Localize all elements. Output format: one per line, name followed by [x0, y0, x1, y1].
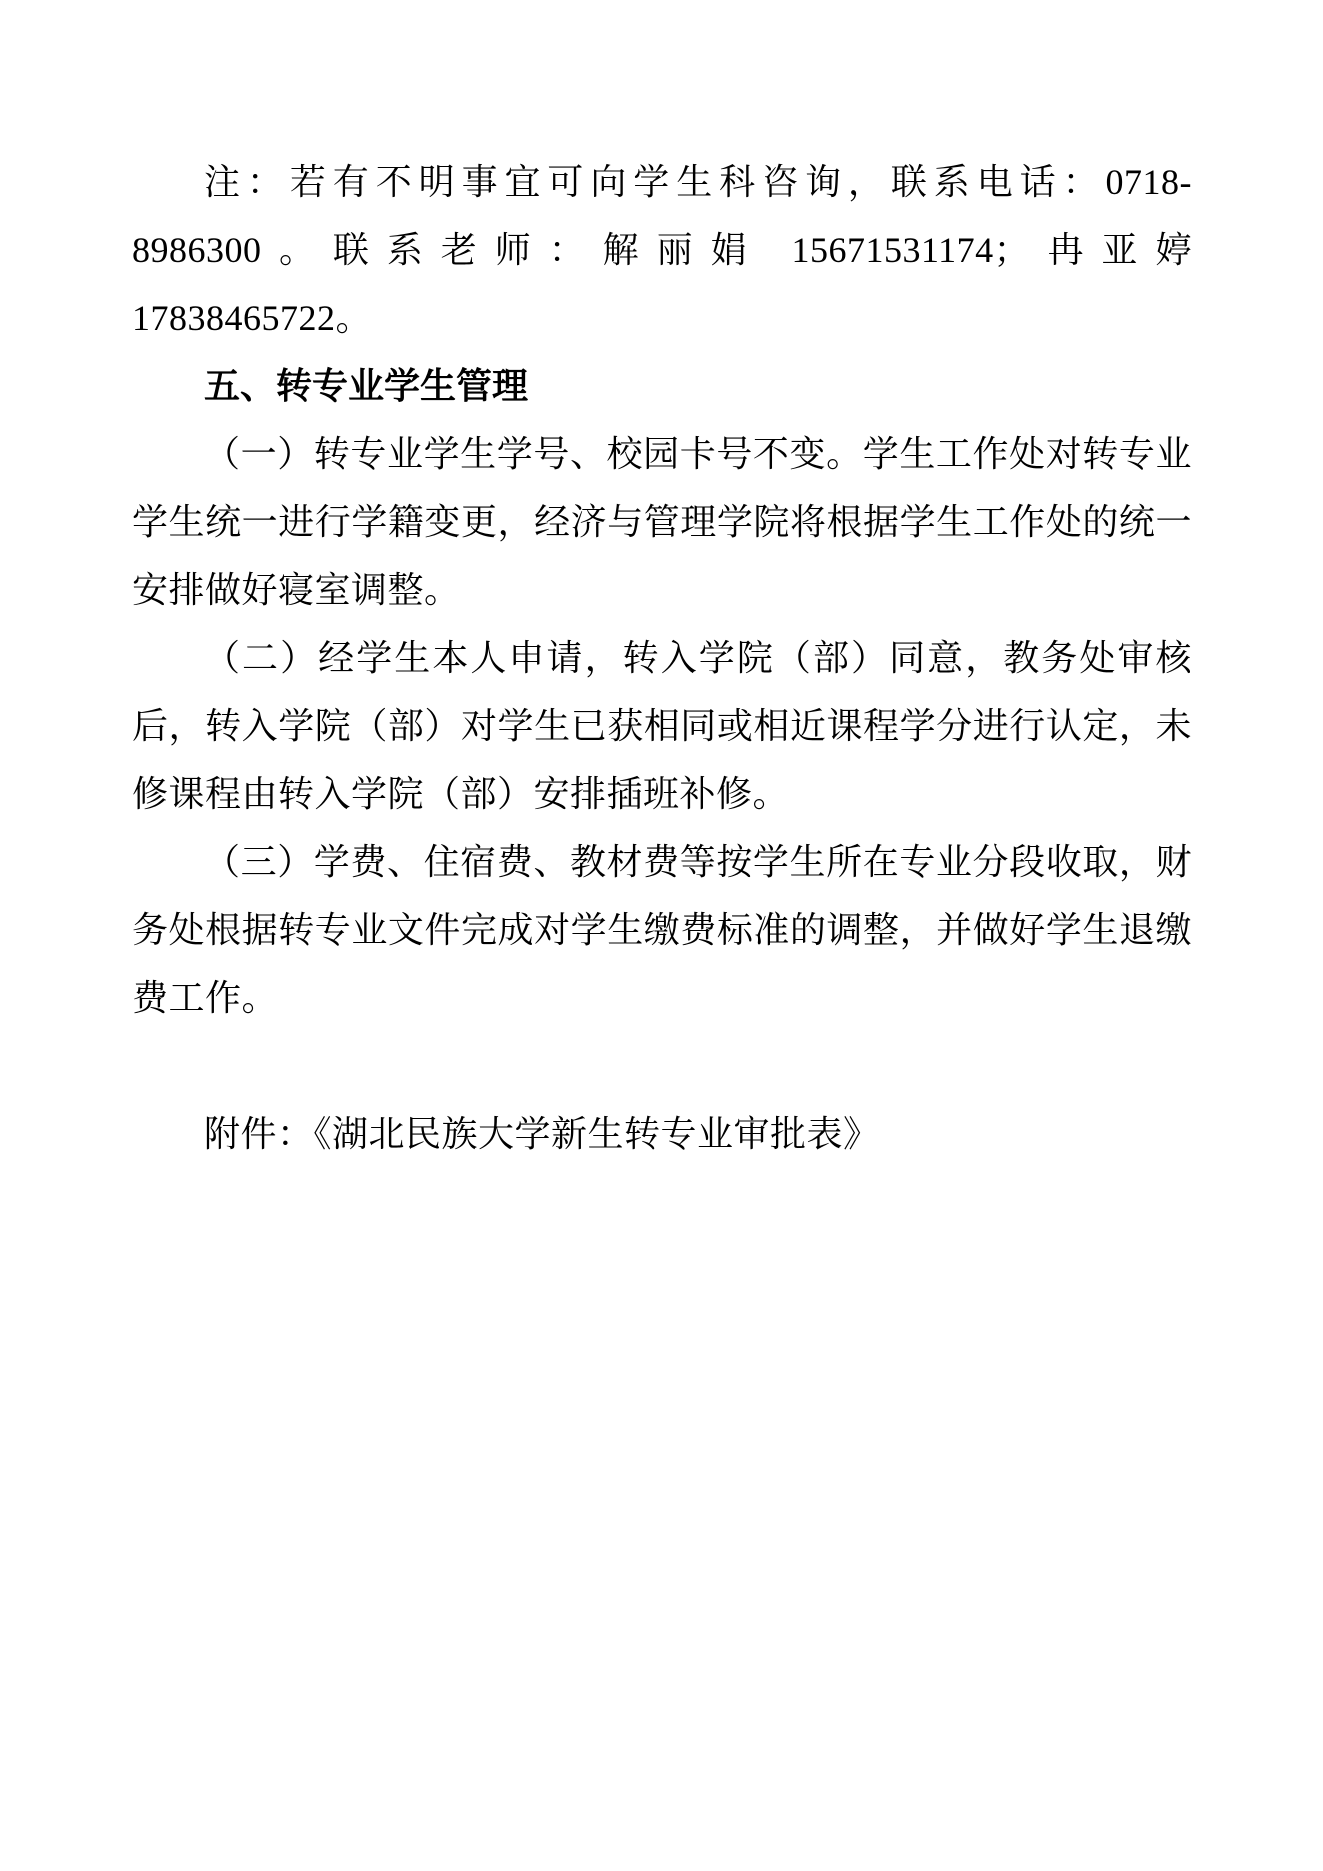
section-heading: 五、转专业学生管理	[204, 366, 529, 406]
note-paragraph: 注：若有不明事宜可向学生科咨询，联系电话：0718-8986300。联系老师：解丽娟 15671531174；冉亚婷 17838465722。	[132, 162, 1192, 338]
item-3-paragraph: （三）学费、住宿费、教材费等按学生所在专业分段收取，财务处根据转专业文件完成对学生缴费标准的调整，并做好学生退缴费工作。	[132, 842, 1192, 1018]
attachment-line: 附件：《湖北民族大学新生转专业审批表》	[204, 1114, 880, 1154]
item-1-paragraph: （一）转专业学生学号、校园卡号不变。学生工作处对转专业学生统一进行学籍变更，经济与管理学院将根据学生工作处的统一安排做好寝室调整。	[132, 434, 1192, 610]
item-2-paragraph: （二）经学生本人申请，转入学院（部）同意，教务处审核后，转入学院（部）对学生已获相同或相近课程学分进行认定，未修课程由转入学院（部）安排插班补修。	[132, 638, 1192, 814]
